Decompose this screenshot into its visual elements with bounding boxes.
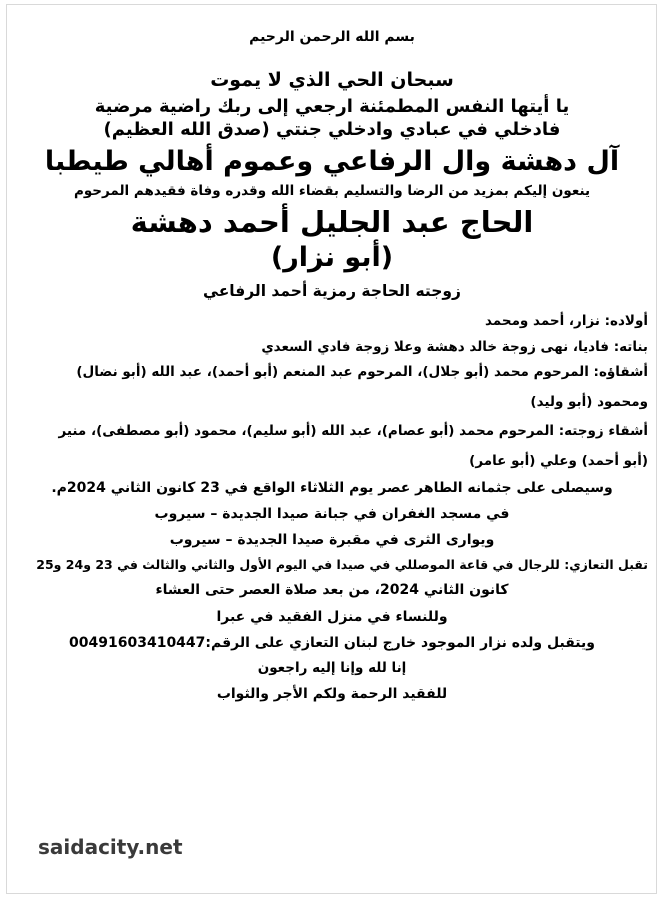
wife-brothers-line-1: أشقاء زوجته: المرحوم محمد (أبو عصام)، عبد الله (أبو سليم)، محمود (أبو مصطفى)، منير bbox=[58, 423, 648, 440]
condolence-line-1: تقبل التعازي: للرجال في قاعة الموصللي في صيدا في اليوم الأول والثاني والثالث في 23 و24 و25 bbox=[36, 557, 648, 573]
condolence-line-2: كانون الثاني 2024، من بعد صلاة العصر حتى العشاء bbox=[155, 582, 509, 599]
sons-line: أولاده: نزار، أحمد ومحمد bbox=[485, 313, 648, 330]
son-abroad-line: ويتقبل ولده نزار الموجود خارج لبنان التعازي على الرقم:00491603410447 bbox=[69, 634, 595, 651]
families-heading: آل دهشة وال الرفاعي وعموم أهالي طيطبا bbox=[44, 145, 620, 177]
mosque-line: في مسجد الغفران في جبانة صيدا الجديدة – سيروب bbox=[154, 505, 510, 522]
daughters-line: بناته: فاديا، نهى زوجة خالد دهشة وعلا زوجة فادي السعدي bbox=[261, 338, 648, 355]
condolence-women: وللنساء في منزل الفقيد في عبرا bbox=[216, 608, 448, 625]
wife-brothers-line-2: (أبو أحمد) وعلي (أبو عامر) bbox=[469, 452, 648, 469]
site-watermark: saidacity.net bbox=[38, 835, 183, 859]
deceased-name: الحاج عبد الجليل أحمد دهشة bbox=[130, 205, 534, 240]
brothers-line-2: ومحمود (أبو وليد) bbox=[530, 393, 648, 410]
basmala: بسم الله الرحمن الرحيم bbox=[249, 29, 415, 45]
quran-verse-1: يا أيتها النفس المطمئنة ارجعي إلى ربك راضية مرضية bbox=[94, 95, 570, 117]
burial-line: ويوارى الثرى في مقبرة صيدا الجديدة – سيروب bbox=[169, 531, 495, 548]
closing-line-1: إنا لله وإنا إليه راجعون bbox=[257, 659, 407, 676]
brothers-line-1: أشقاؤه: المرحوم محمد (أبو جلال)، المرحوم عبد المنعم (أبو أحمد)، عبد الله (أبو نضال) bbox=[76, 364, 648, 381]
opening-phrase: سبحان الحي الذي لا يموت bbox=[210, 69, 454, 92]
quran-verse-2: فادخلي في عبادي وادخلي جنتي (صدق الله العظيم) bbox=[103, 119, 561, 141]
funeral-prayer: وسيصلى على جثمانه الطاهر عصر يوم الثلاثاء الواقع في 23 كانون الثاني 2024م. bbox=[51, 479, 613, 496]
closing-line-2: للفقيد الرحمة ولكم الأجر والثواب bbox=[216, 686, 448, 703]
obituary-notice bbox=[16, 28, 648, 704]
wife-line: زوجته الحاجة رمزية أحمد الرفاعي bbox=[203, 282, 461, 301]
deceased-kunya: (أبو نزار) bbox=[270, 241, 394, 273]
announcement: ينعون إليكم بمزيد من الرضا والتسليم بقضاء الله وقدره وفاة فقيدهم المرحوم bbox=[73, 182, 591, 199]
